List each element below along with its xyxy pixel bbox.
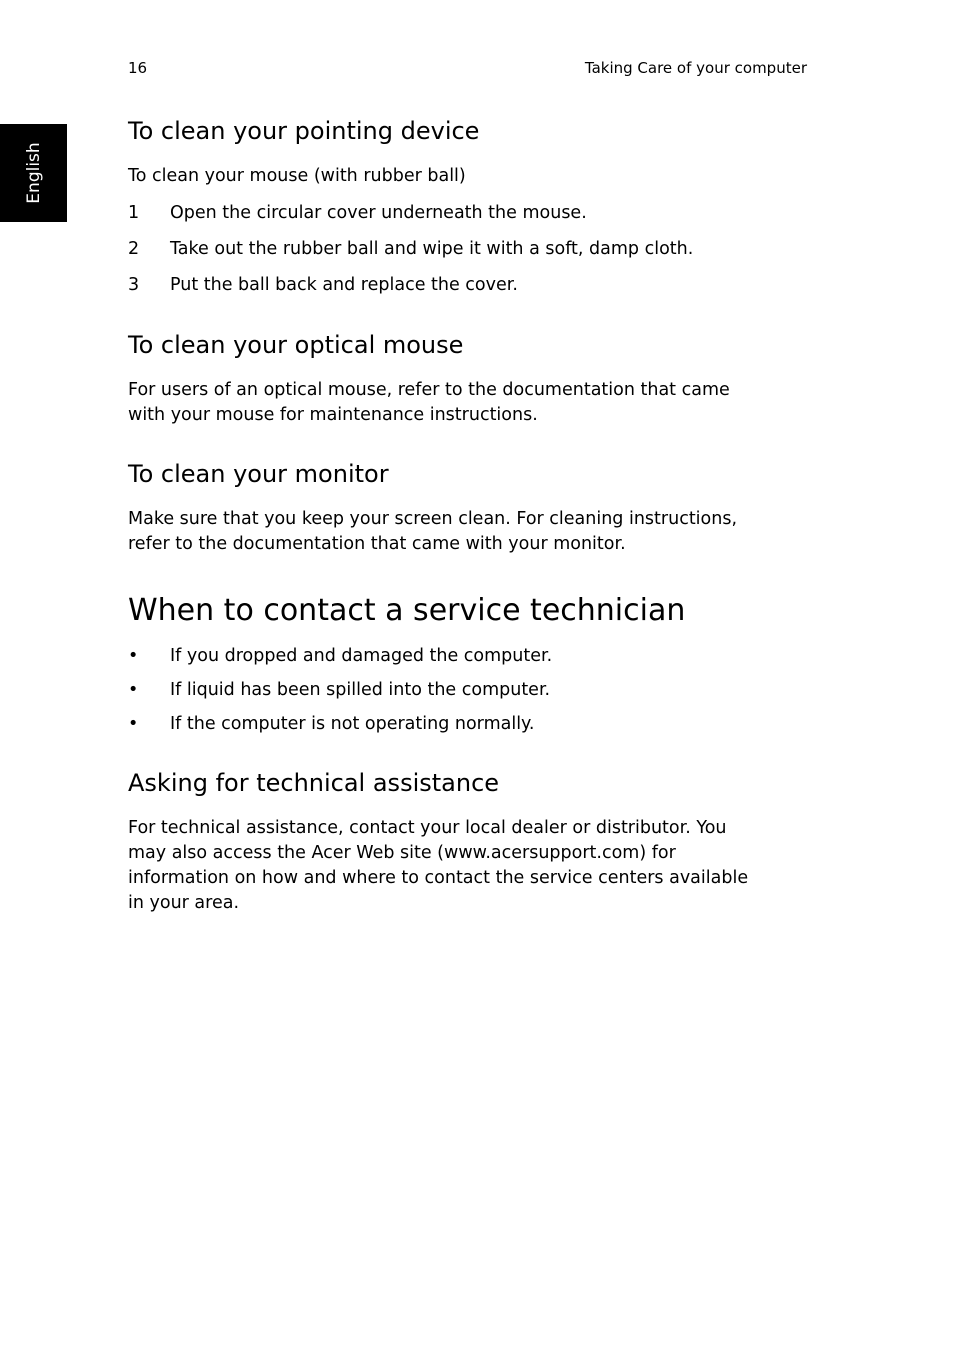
bullet-text: If liquid has been spilled into the computer. (170, 680, 551, 700)
heading-monitor: To clean your monitor (128, 460, 389, 488)
bullet-marker: • (128, 646, 139, 666)
bullet-text: If you dropped and damaged the computer. (170, 646, 553, 666)
page-number: 16 (128, 59, 148, 77)
step-text: Put the ball back and replace the cover. (170, 275, 518, 295)
running-header: Taking Care of your computer (584, 59, 807, 77)
heading-service-technician: When to contact a service technician (128, 593, 686, 628)
bullet-marker: • (128, 714, 139, 734)
heading-technical-assistance: Asking for technical assistance (128, 769, 500, 797)
pointing-device-intro: To clean your mouse (with rubber ball) (128, 166, 466, 186)
language-tab (0, 124, 67, 222)
monitor-body: Make sure that you keep your screen clean. For cleaning instructions, refer to the documentation that came with your monitor. (128, 509, 738, 554)
step-text: Open the circular cover underneath the mouse. (170, 203, 587, 223)
bullet-marker: • (128, 680, 139, 700)
step-text: Take out the rubber ball and wipe it with a soft, damp cloth. (170, 239, 694, 259)
optical-mouse-body: For users of an optical mouse, refer to the documentation that came with your mouse for maintenance instructions. (128, 380, 730, 425)
bullet-text: If the computer is not operating normally. (170, 714, 535, 734)
heading-pointing-device: To clean your pointing device (128, 117, 480, 145)
language-tab-label: English (24, 142, 44, 204)
heading-optical-mouse: To clean your optical mouse (128, 331, 464, 359)
step-number: 3 (128, 275, 140, 295)
technical-assistance-body: For technical assistance, contact your local dealer or distributor. You may also access the Acer Web site (www.acersupport.com) for information on how and where to contact the service centers available in your area. (128, 818, 749, 913)
step-number: 1 (128, 203, 140, 223)
step-number: 2 (128, 239, 140, 259)
